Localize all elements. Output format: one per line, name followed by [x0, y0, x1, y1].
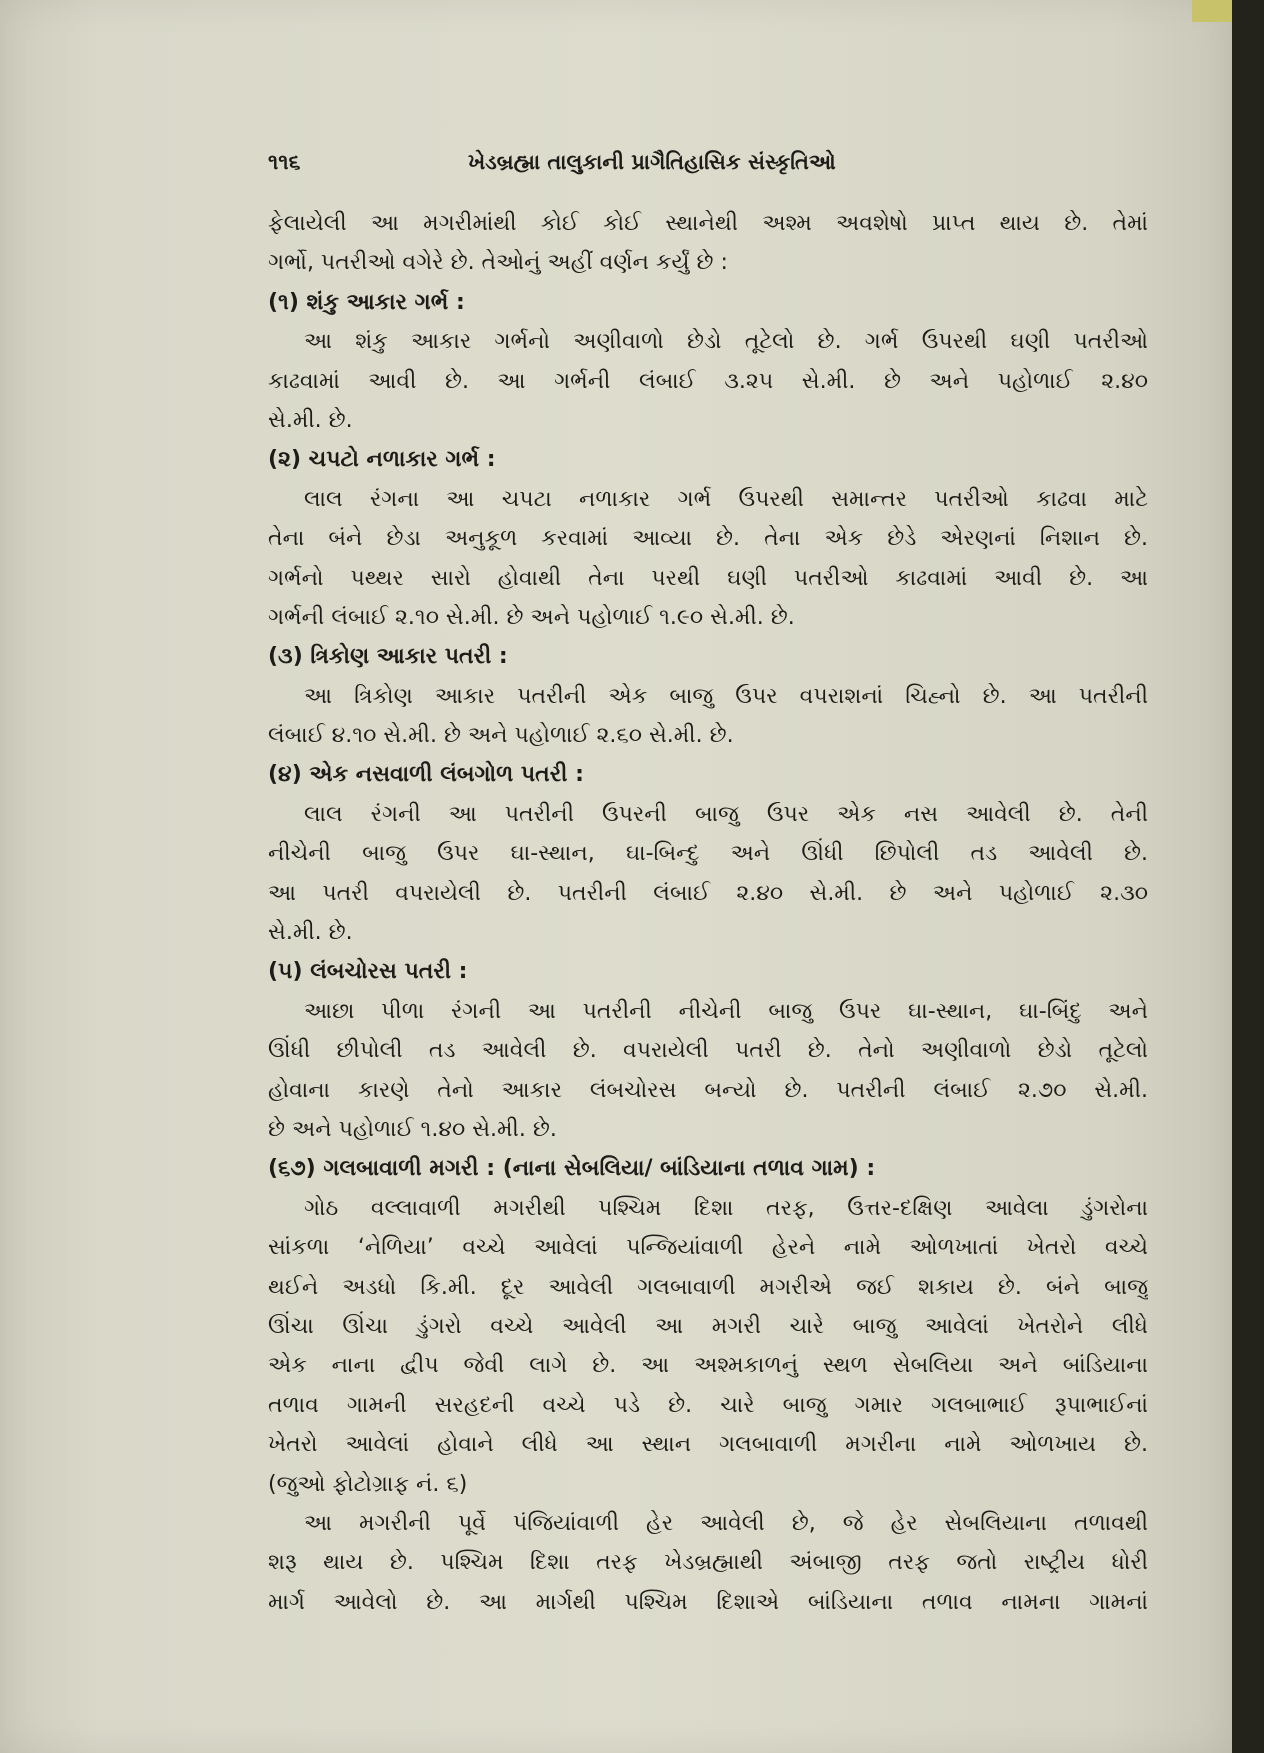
- text-line: ખેતરો આવેલાં હોવાને લીધે આ સ્થાન ગલબાવાળી મગરીના નામે ઓળખાય છે.: [268, 1432, 1148, 1458]
- text-line: ગર્ભની લંબાઈ ૨.૧૦ સે.મી. છે અને પહોળાઈ ૧.૯૦ સે.મી. છે.: [268, 604, 795, 630]
- text-line: સાંકળા ‘નેળિયા’ વચ્ચે આવેલાં પન્જિયાંવાળી હેરને નામે ઓળખાતાં ખેતરો વચ્ચે: [268, 1235, 1148, 1261]
- section-heading: (૩) ત્રિકોણ આકાર પતરી :: [268, 644, 508, 670]
- text-line: લાલ રંગની આ પતરીની ઉપરની બાજુ ઉપર એક નસ આવેલી છે. તેની: [304, 801, 1148, 827]
- text-line: આ શંકુ આકાર ગર્ભનો અણીવાળો છેડો તૂટેલો છે. ગર્ભ ઉપરથી ઘણી પતરીઓ: [304, 329, 1148, 355]
- text-line: માર્ગ આવેલો છે. આ માર્ગથી પશ્ચિમ દિશાએ બાંડિયાના તળાવ નામના ગામનાં: [268, 1589, 1148, 1615]
- text-line: તળાવ ગામની સરહદની વચ્ચે પડે છે. ચારે બાજુ ગમાર ગલબાભાઈ રૂપાભાઈનાં: [268, 1392, 1148, 1418]
- text-line: આ પતરી વપરાયેલી છે. પતરીની લંબાઈ ૨.૪૦ સે.મી. છે અને પહોળાઈ ૨.૩૦: [268, 880, 1148, 906]
- section-heading: (૫) લંબચોરસ પતરી :: [268, 959, 468, 985]
- text-line: આ ત્રિકોણ આકાર પતરીની એક બાજુ ઉપર વપરાશનાં ચિહ્નો છે. આ પતરીની: [304, 683, 1148, 709]
- text-line: ઊંધી છીપોલી તડ આવેલી છે. વપરાયેલી પતરી છે. તેનો અણીવાળો છેડો તૂટેલો: [268, 1038, 1148, 1064]
- page-edge-strip: [1192, 0, 1232, 22]
- section-heading: (૬૭) ગલબાવાળી મગરી : (નાના સેબલિયા/ બાંડિયાના તળાવ ગામ) :: [268, 1156, 876, 1182]
- page-content: [268, 150, 1148, 1622]
- section-heading: (૧) શંકુ આકાર ગર્ભ :: [268, 289, 465, 315]
- running-header: [268, 150, 1148, 204]
- text-line: લંબાઈ ૪.૧૦ સે.મી. છે અને પહોળાઈ ૨.૬૦ સે.મી. છે.: [268, 723, 734, 749]
- text-line: તેના બંને છેડા અનુકૂળ કરવામાં આવ્યા છે. તેના એક છેડે એરણનાં નિશાન છે.: [268, 526, 1148, 552]
- text-line: (જુઓ ફોટોગ્રાફ નં. ૬): [268, 1471, 468, 1497]
- text-line: થઈને અડધો કિ.મી. દૂર આવેલી ગલબાવાળી મગરીએ જઈ શકાય છે. બંને બાજુ: [268, 1274, 1148, 1300]
- text-line: સે.મી. છે.: [268, 407, 353, 433]
- text-line: હોવાના કારણે તેનો આકાર લંબચોરસ બન્યો છે. પતરીની લંબાઈ ૨.૭૦ સે.મી.: [268, 1077, 1148, 1103]
- text-line: એક નાના દ્વીપ જેવી લાગે છે. આ અશ્મકાળનું સ્થળ સેબલિયા અને બાંડિયાના: [268, 1353, 1148, 1379]
- text-line: કાઢવામાં આવી છે. આ ગર્ભની લંબાઈ ૩.૨૫ સે.મી. છે અને પહોળાઈ ૨.૪૦: [268, 368, 1148, 394]
- text-line: નીચેની બાજુ ઉપર ઘા-સ્થાન, ઘા-બિન્દુ અને ઊંધી છિપોલી તડ આવેલી છે.: [268, 841, 1148, 867]
- text-line: સે.મી. છે.: [268, 920, 353, 946]
- text-line: ગર્ભો, પતરીઓ વગેરે છે. તેઓનું અહીં વર્ણન કર્યું છે :: [268, 250, 728, 276]
- text-line: ફેલાયેલી આ મગરીમાંથી કોઈ કોઈ સ્થાનેથી અશ્મ અવશેષો પ્રાપ્ત થાય છે. તેમાં: [268, 211, 1148, 236]
- section-heading: (૨) ચપટો નળાકાર ગર્ભ :: [268, 447, 496, 473]
- text-line: લાલ રંગના આ ચપટા નળાકાર ગર્ભ ઉપરથી સમાન્તર પતરીઓ કાઢવા માટે: [304, 486, 1148, 512]
- body-text: [268, 204, 1148, 1622]
- section-heading: (૪) એક નસવાળી લંબગોળ પતરી :: [268, 762, 584, 788]
- text-line: ગોઠ વલ્લાવાળી મગરીથી પશ્ચિમ દિશા તરફ, ઉત્તર-દક્ષિણ આવેલા ડુંગરોના: [304, 1195, 1148, 1221]
- text-line: શરૂ થાય છે. પશ્ચિમ દિશા તરફ ખેડબ્રહ્માથી અંબાજી તરફ જતો રાષ્ટ્રીય ધોરી: [268, 1550, 1148, 1576]
- text-line: ઊંચા ઊંચા ડુંગરો વચ્ચે આવેલી આ મગરી ચારે બાજુ આવેલાં ખેતરોને લીધે: [268, 1313, 1148, 1339]
- text-line: આ મગરીની પૂર્વે પંજિયાંવાળી હેર આવેલી છે, જે હેર સેબલિયાના તળાવથી: [304, 1510, 1148, 1536]
- text-line: છે અને પહોળાઈ ૧.૪૦ સે.મી. છે.: [268, 1116, 557, 1142]
- text-line: ગર્ભનો પથ્થર સારો હોવાથી તેના પરથી ઘણી પતરીઓ કાઢવામાં આવી છે. આ: [268, 565, 1148, 591]
- running-title: ખેડબ્રહ્મા તાલુકાની પ્રાગૈતિહાસિક સંસ્કૃતિઓ: [468, 150, 836, 174]
- text-line: આછા પીળા રંગની આ પતરીની નીચેની બાજુ ઉપર ઘા-સ્થાન, ઘા-બિંદુ અને: [304, 998, 1148, 1024]
- page-number: ૧૧૬: [268, 150, 301, 174]
